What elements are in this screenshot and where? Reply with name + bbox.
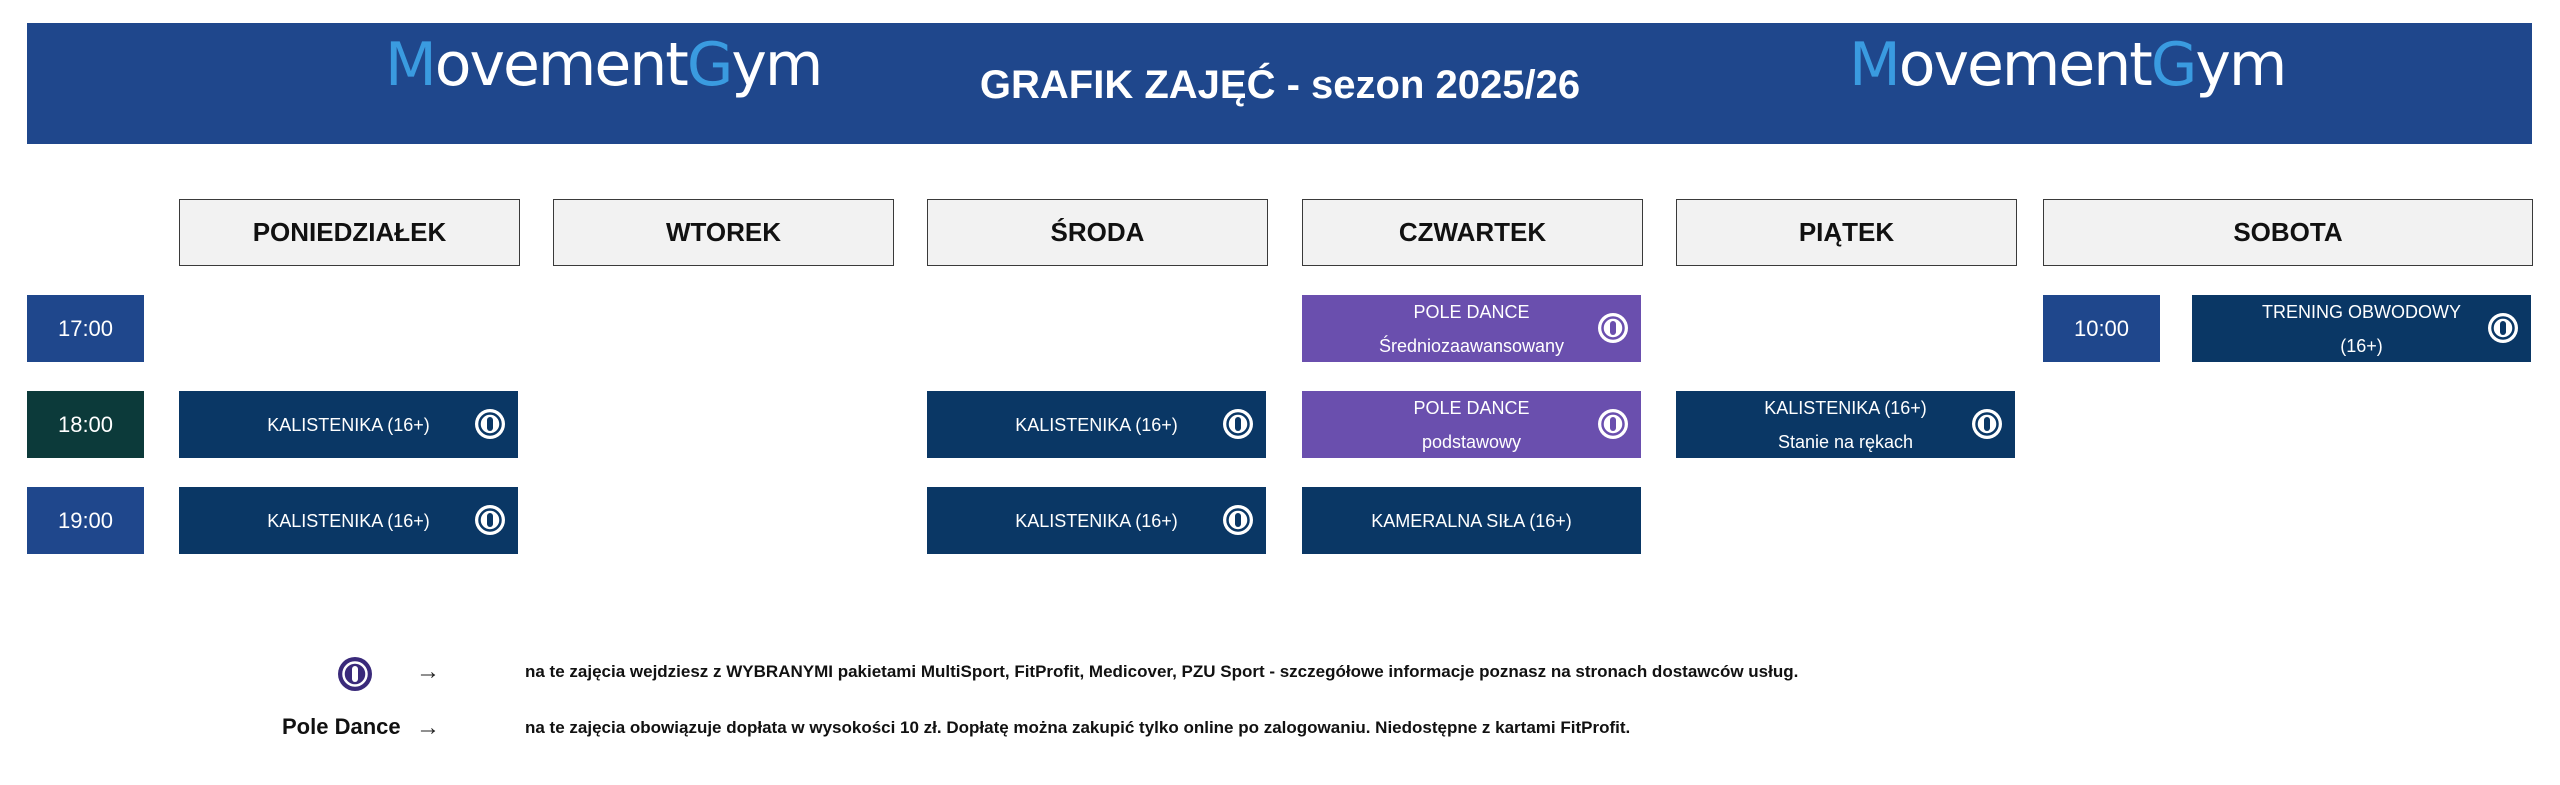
class-name: KALISTENIKA (16+) <box>1764 397 1927 418</box>
day-header-thursday: CZWARTEK <box>1302 199 1643 266</box>
time-slot-1900: 19:00 <box>27 487 144 554</box>
class-trening-obwodowy[interactable] <box>2192 295 2531 362</box>
class-kalistenika-mon-1900[interactable] <box>179 487 518 554</box>
class-name: KALISTENIKA (16+) <box>1015 414 1178 435</box>
legend-pole-dance-label: Pole Dance <box>282 714 401 739</box>
time-slot-1700: 17:00 <box>27 295 144 362</box>
multisport-icon <box>1971 408 2003 440</box>
class-kalistenika-wed-1800[interactable] <box>927 391 1266 458</box>
class-name: KALISTENIKA (16+) <box>1015 510 1178 531</box>
class-level: Stanie na rękach <box>1777 431 1914 452</box>
class-pole-dance-basic[interactable] <box>1302 391 1641 458</box>
class-kalistenika-wed-1900[interactable] <box>927 487 1266 554</box>
class-kameralna-sila[interactable] <box>1302 487 1641 554</box>
class-kalistenika-handstand[interactable] <box>1676 391 2015 458</box>
multisport-icon <box>1597 408 1629 440</box>
class-name: POLE DANCE <box>1413 397 1530 418</box>
multisport-icon <box>1222 504 1254 536</box>
legend-pole-dance-text: na te zajęcia obowiązuje dopłata w wysokości 10 zł. Dopłatę można zakupić tylko online po zalogowaniu. Niedostępne z kartami FitProfit. <box>525 718 1631 737</box>
multisport-icon <box>1222 408 1254 440</box>
logo-right: M ovement G ym <box>1849 30 2286 100</box>
time-slot-saturday-1000: 10:00 <box>2043 295 2160 362</box>
multisport-icon <box>1597 312 1629 344</box>
class-name: POLE DANCE <box>1413 301 1530 322</box>
page-title: GRAFIK ZAJĘĆ - sezon 2025/26 <box>979 63 1581 107</box>
legend-arrow-2: → <box>416 714 440 741</box>
day-header-wednesday: ŚRODA <box>927 199 1268 266</box>
class-kalistenika-mon-1800[interactable] <box>179 391 518 458</box>
class-level: Średniozaawansowany <box>1378 335 1565 356</box>
legend-arrow-1: → <box>416 658 440 685</box>
time-slot-1800: 18:00 <box>27 391 144 458</box>
class-level: podstawowy <box>1421 431 1522 452</box>
day-header-saturday: SOBOTA <box>2043 199 2533 266</box>
multisport-legend-icon <box>337 656 373 692</box>
class-pole-dance-intermediate[interactable] <box>1302 295 1641 362</box>
multisport-icon <box>2487 312 2519 344</box>
multisport-icon <box>474 408 506 440</box>
logo-left: M ovement G ym <box>385 30 822 100</box>
legend-multisport-text: na te zajęcia wejdziesz z WYBRANYMI pakietami MultiSport, FitProfit, Medicover, PZU Sport - szczegółowe informacje poznasz na stronach dostawców usług. <box>525 662 1799 681</box>
day-header-tuesday: WTOREK <box>553 199 894 266</box>
multisport-icon <box>474 504 506 536</box>
day-header-monday: PONIEDZIAŁEK <box>179 199 520 266</box>
class-name: TRENING OBWODOWY (16+) <box>2262 301 2461 356</box>
class-name: KALISTENIKA (16+) <box>267 510 430 531</box>
day-header-friday: PIĄTEK <box>1676 199 2017 266</box>
class-name: KAMERALNA SIŁA (16+) <box>1371 510 1572 531</box>
class-name: KALISTENIKA (16+) <box>267 414 430 435</box>
